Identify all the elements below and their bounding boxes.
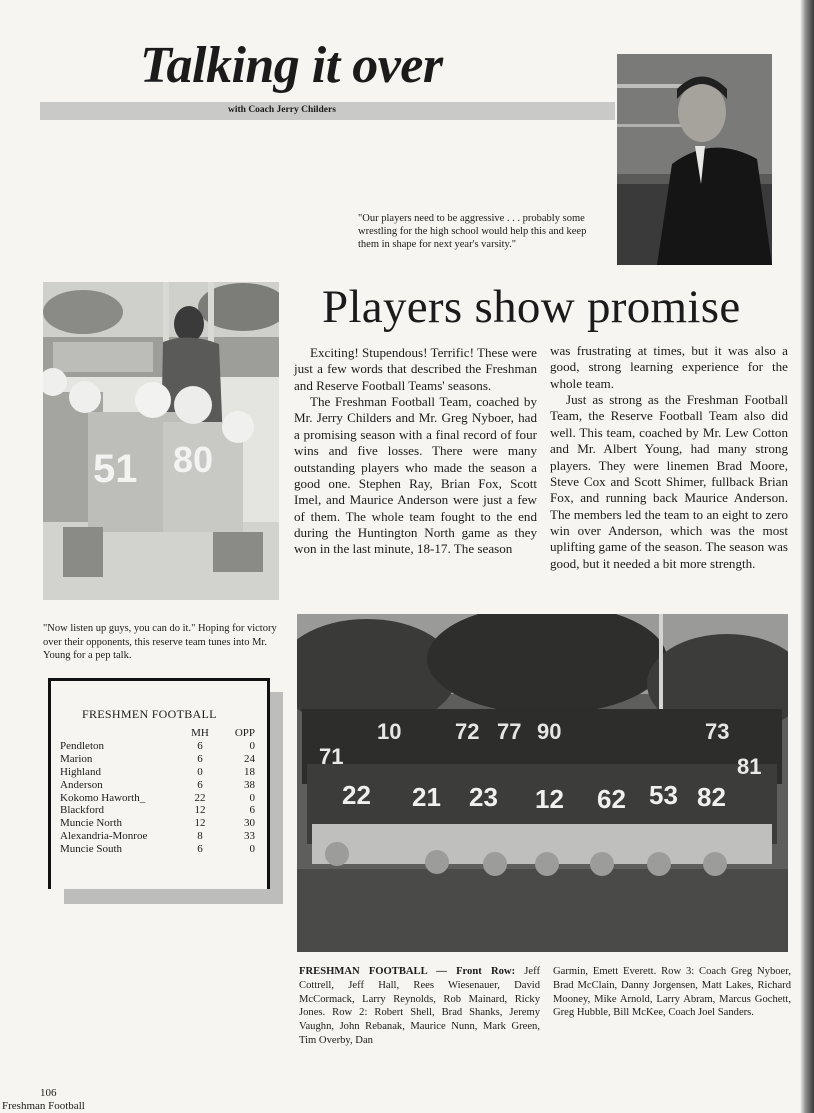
page-section-label: Freshman Football (2, 1100, 85, 1112)
score-row (60, 817, 255, 830)
score-row (60, 753, 255, 766)
score-row (60, 740, 255, 753)
opponent-name: Muncie North (60, 817, 123, 830)
team-jersey-number: 73 (705, 719, 730, 744)
col-mh-header: MH (191, 727, 209, 739)
team-jersey-number: 71 (319, 744, 344, 769)
reserve-team-huddle-photo (43, 282, 279, 600)
opponent-name: Marion (60, 752, 93, 765)
mh-score: 6 (197, 739, 203, 752)
mh-score: 12 (194, 817, 206, 830)
col-opp-header: OPP (234, 727, 255, 739)
mh-score: 6 (197, 752, 203, 765)
team-jersey-number: 12 (535, 784, 564, 814)
team-photo-caption-col2: Garmin, Emett Everett. Row 3: Coach Greg Nyboer, Brad McClain, Danny Jorgensen, Matt Lakes, Richard Mooney, Mike Arnold, Larry Abram, Marcus Gochett, Greg Hubble, Bill McKee, Coach Joel Sanders. (553, 966, 791, 1019)
opponent-name: Anderson (60, 778, 103, 791)
score-row (60, 830, 255, 843)
opp-score: 33 (244, 830, 255, 843)
team-caption-text: Jeff Cottrell, Jeff Hall, Rees Wiesenauer, David McCormack, Larry Reynolds, Rob Mainard, Ricky Jones. Row 2: Robert Shell, Brad Shanks, Jeremy Vaughn, John Rebanak, Maurice Nunn, Mark Green, Tim Overby, Dan (299, 966, 540, 1046)
mh-score: 6 (197, 778, 203, 791)
team-jersey-number: 62 (597, 784, 626, 814)
opponent-name: Pendleton (60, 739, 104, 752)
article-paragraph: Just as strong as the Freshman Football Team, the Reserve Football Team also did well. This team, coached by Mr. Lew Cotton and Mr. Albert Young, had many strong players. They were linemen Brad Moore, Steve Cox and Scott Shimer, fullback Brian Fox, and running back Maurice Anderson. The members led the team to an eight to zero win over Anderson, which was the most uplifting game of the season. The season was good, but it needed a bit more strength. (550, 392, 788, 571)
page-edge-shadow (800, 0, 814, 1113)
mh-score: 12 (194, 804, 206, 817)
team-jersey-number: 53 (649, 780, 678, 810)
team-jersey-number: 72 (455, 719, 480, 744)
team-jersey-number: 23 (469, 782, 498, 812)
score-row (60, 779, 255, 792)
opponent-name: Blackford (60, 804, 104, 817)
feature-title: Talking it over (140, 37, 443, 94)
scores-header-row (60, 727, 255, 740)
score-row (60, 766, 255, 779)
opponent-name: Kokomo Haworth_ (60, 791, 146, 804)
article-column-2 (550, 343, 788, 572)
coach-portrait-photo (617, 54, 772, 265)
opp-score: 30 (244, 817, 255, 830)
score-row (60, 804, 255, 817)
opp-score: 0 (249, 739, 255, 752)
score-row (60, 792, 255, 805)
mh-score: 6 (197, 843, 203, 856)
huddle-photo-caption: "Now listen up guys, you can do it." Hoping for victory over their opponents, this reserve team tunes into Mr. Young for a pep talk. (43, 623, 277, 662)
team-jersey-number: 90 (537, 719, 562, 744)
mh-score: 22 (194, 791, 206, 804)
opp-score: 0 (249, 843, 255, 856)
article-paragraph: The Freshman Football Team, coached by Mr. Jerry Childers and Mr. Greg Nyboer, had a promising season with a final record of four wins and five losses. There were many outstanding players who made the season a good one. Stephen Ray, Brian Fox, Scott Imel, and Maurice Anderson were just a few of them. The whole team fought to the end during the Huntington North game as they won in the last minute, 18-17. The season (294, 394, 537, 557)
team-jersey-number: 10 (377, 719, 402, 744)
opp-score: 0 (249, 791, 255, 804)
team-photo-caption-col1 (299, 965, 540, 1048)
team-jersey-number: 21 (412, 782, 441, 812)
opponent-name: Muncie South (60, 843, 123, 856)
freshman-team-photo (297, 614, 788, 952)
scores-title: FRESHMEN FOOTBALL (82, 707, 217, 721)
score-row (60, 843, 255, 856)
article-paragraph: Exciting! Stupendous! Terrific! These were just a few words that described the Freshman and Reserve Football Teams' seasons. (294, 345, 537, 393)
huddle-jersey-number: 80 (173, 439, 214, 480)
mh-score: 0 (197, 765, 203, 778)
opp-score: 18 (244, 765, 255, 778)
article-headline: Players show promise (322, 281, 741, 333)
article-column-1 (294, 345, 537, 558)
team-jersey-number: 82 (697, 782, 726, 812)
coach-quote: "Our players need to be aggressive . . . probably some wrestling for the high school would help this and keep them in shape for next year's varsity." (358, 213, 587, 251)
team-jersey-number: 22 (342, 780, 371, 810)
opponent-name: Highland (60, 765, 101, 778)
feature-subtitle: with Coach Jerry Childers (228, 105, 336, 115)
opp-score: 6 (249, 804, 255, 817)
opp-score: 24 (244, 752, 255, 765)
mh-score: 8 (197, 830, 203, 843)
opponent-name: Alexandria-Monroe (60, 830, 148, 843)
article-paragraph: was frustrating at times, but it was also a good, strong learning experience for the whole team. (550, 343, 788, 391)
scores-table (60, 727, 255, 856)
team-jersey-number: 81 (737, 754, 762, 779)
team-caption-lead: FRESHMAN FOOTBALL — Front Row: (299, 966, 516, 977)
huddle-jersey-number: 51 (93, 447, 138, 491)
opp-score: 38 (244, 778, 255, 791)
team-jersey-number: 77 (497, 719, 522, 744)
page-number: 106 (40, 1087, 57, 1099)
